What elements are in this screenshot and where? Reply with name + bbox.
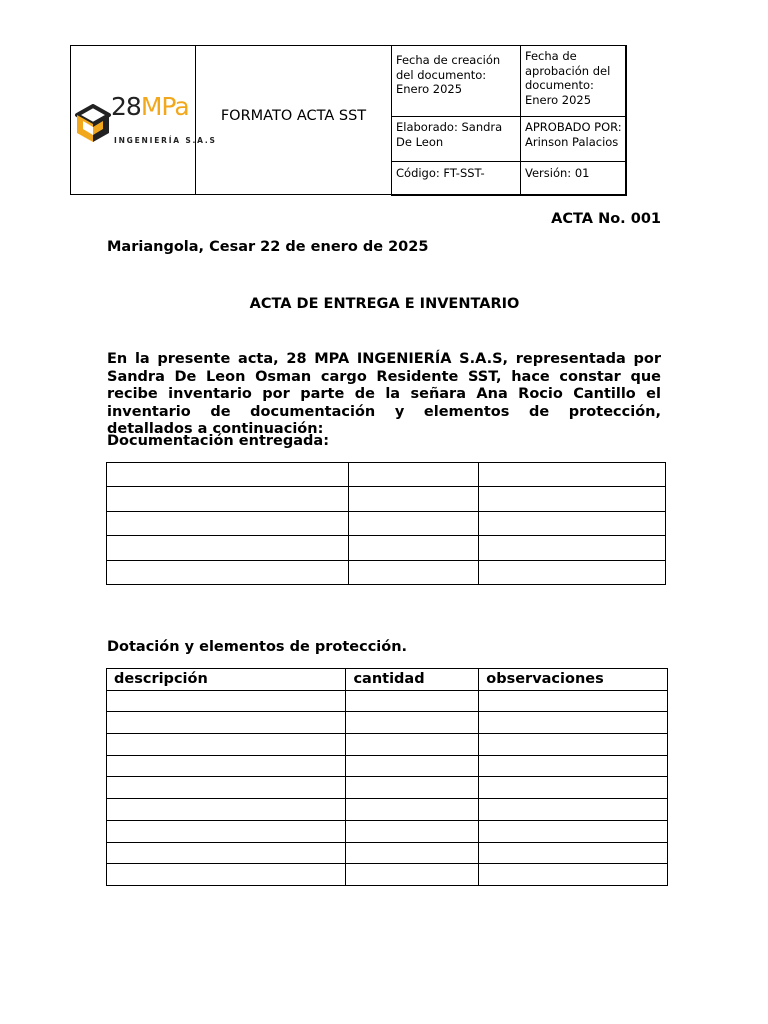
table-cell[interactable] <box>107 560 349 584</box>
table-cell[interactable] <box>346 820 479 842</box>
prepared-by: Elaborado: Sandra De Leon <box>391 116 521 162</box>
approved-by: APROBADO POR: Arinson Palacios <box>520 116 627 162</box>
approval-date: Fecha de aprobación del documento: Enero 2025 <box>520 45 627 117</box>
table-cell[interactable] <box>107 536 349 560</box>
table-cell[interactable] <box>346 842 479 864</box>
table-cell[interactable] <box>479 487 666 511</box>
place-date: Mariangola, Cesar 22 de enero de 2025 <box>107 239 429 255</box>
table-cell[interactable] <box>479 463 666 487</box>
table-cell[interactable] <box>479 690 668 712</box>
ppe-section-title: Dotación y elementos de protección. <box>107 639 408 655</box>
table-cell[interactable] <box>346 712 479 734</box>
table-row <box>107 560 666 584</box>
table-row <box>107 820 668 842</box>
table-cell[interactable] <box>348 560 479 584</box>
table-cell[interactable] <box>348 487 479 511</box>
table-cell[interactable] <box>107 487 349 511</box>
ppe-table <box>106 668 668 886</box>
table-cell[interactable] <box>346 755 479 777</box>
table-cell[interactable] <box>348 463 479 487</box>
table-cell[interactable] <box>107 712 346 734</box>
table-row <box>107 864 668 886</box>
table-row <box>107 463 666 487</box>
table-cell[interactable] <box>107 511 349 535</box>
table-row <box>107 755 668 777</box>
table-cell[interactable] <box>107 820 346 842</box>
table-cell[interactable] <box>107 734 346 756</box>
table-row <box>107 487 666 511</box>
table-row <box>107 842 668 864</box>
table-cell[interactable] <box>107 690 346 712</box>
document-code: Código: FT-SST- <box>391 161 521 196</box>
creation-date: Fecha de creación del documento: Enero 2025 <box>391 45 521 117</box>
table-cell[interactable] <box>348 536 479 560</box>
table-cell[interactable] <box>479 864 668 886</box>
column-header-description: descripción <box>107 669 346 691</box>
table-cell[interactable] <box>479 560 666 584</box>
company-logo <box>74 92 217 148</box>
form-title: FORMATO ACTA SST <box>195 45 392 195</box>
table-cell[interactable] <box>346 777 479 799</box>
table-row <box>107 536 666 560</box>
logo-wordmark: 28MPa <box>111 92 189 121</box>
acta-number: ACTA No. 001 <box>551 211 661 227</box>
logo-cell <box>70 45 217 195</box>
table-cell[interactable] <box>107 777 346 799</box>
table-cell[interactable] <box>107 864 346 886</box>
table-cell[interactable] <box>479 712 668 734</box>
table-cell[interactable] <box>107 799 346 821</box>
table-cell[interactable] <box>479 755 668 777</box>
table-row <box>107 777 668 799</box>
table-cell[interactable] <box>107 463 349 487</box>
document-title: ACTA DE ENTREGA E INVENTARIO <box>249 296 520 312</box>
documents-table <box>106 462 666 585</box>
table-row <box>107 799 668 821</box>
column-header-quantity: cantidad <box>346 669 479 691</box>
table-cell[interactable] <box>346 864 479 886</box>
logo-subtitle: INGENIERÍA S.A.S <box>114 136 217 145</box>
table-cell[interactable] <box>479 734 668 756</box>
document-header-table <box>70 45 626 195</box>
documents-section-title: Documentación entregada: <box>107 433 329 449</box>
table-cell[interactable] <box>107 842 346 864</box>
column-header-observations: observaciones <box>479 669 668 691</box>
table-row <box>107 712 668 734</box>
table-cell[interactable] <box>479 777 668 799</box>
table-cell[interactable] <box>479 799 668 821</box>
table-row <box>107 734 668 756</box>
table-cell[interactable] <box>479 536 666 560</box>
table-cell[interactable] <box>479 820 668 842</box>
table-cell[interactable] <box>479 842 668 864</box>
table-cell[interactable] <box>479 511 666 535</box>
ppe-table-header-row <box>107 669 668 691</box>
table-cell[interactable] <box>348 511 479 535</box>
table-cell[interactable] <box>346 799 479 821</box>
logo-cube-icon <box>74 104 112 144</box>
table-row <box>107 690 668 712</box>
table-cell[interactable] <box>346 690 479 712</box>
table-cell[interactable] <box>346 734 479 756</box>
document-version: Versión: 01 <box>520 161 627 196</box>
table-cell[interactable] <box>107 755 346 777</box>
table-row <box>107 511 666 535</box>
intro-paragraph: En la presente acta, 28 MPA INGENIERÍA S.A.S, representada por Sandra De Leon Osman cargo Residente SST, hace constar que recibe inventario por parte de la señara Ana Rocio Cantillo el inventario de documentación y elementos de protección, detallados a continuación: <box>107 351 661 437</box>
